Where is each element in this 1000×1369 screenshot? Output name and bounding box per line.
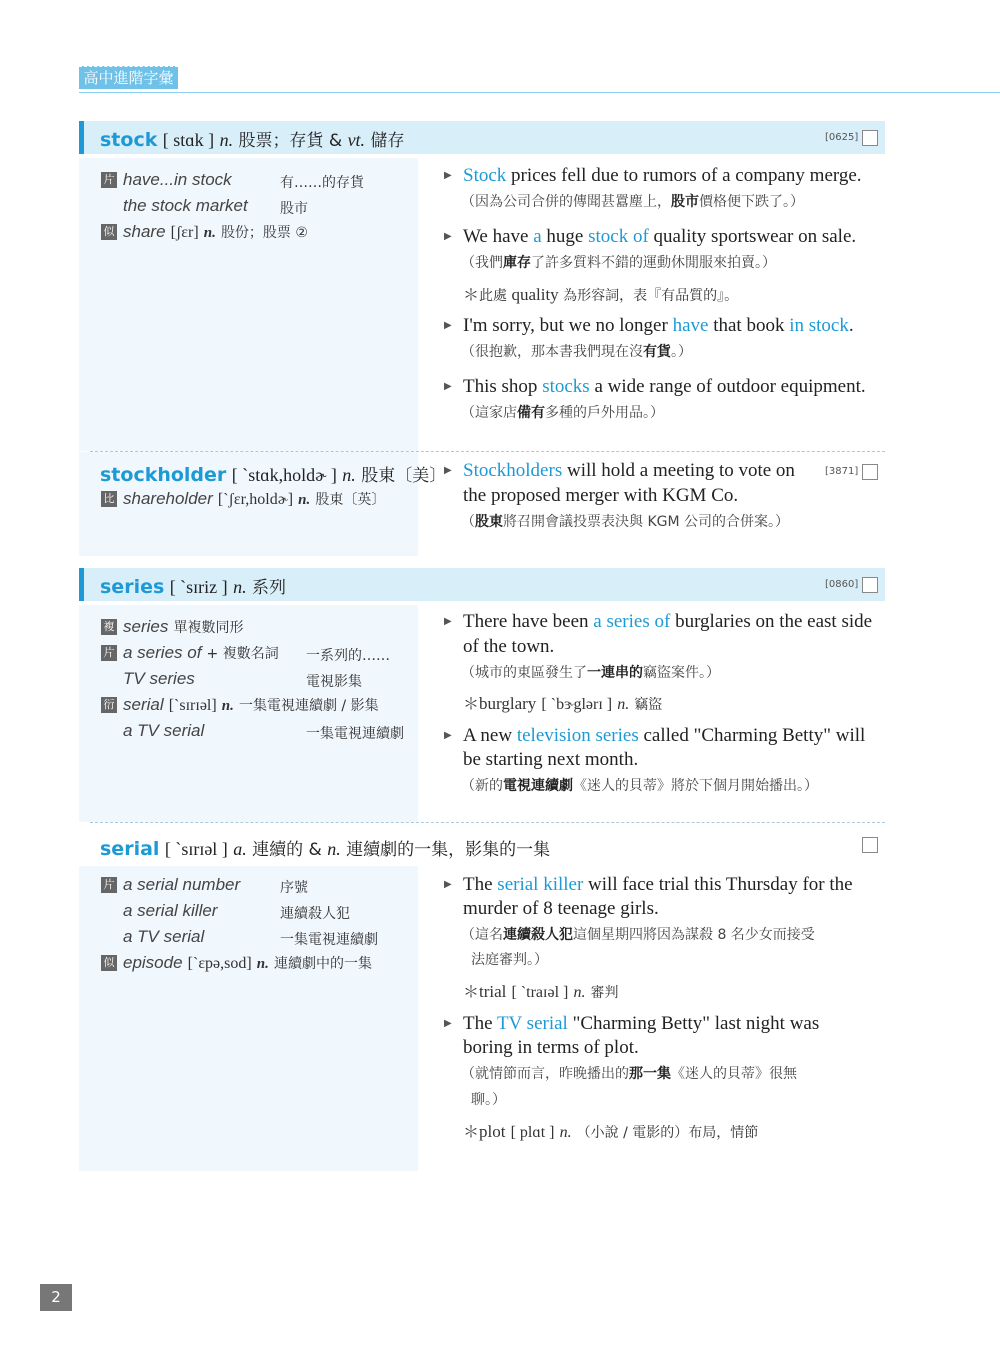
entry-headline-series: series [ ˋsɪriz ] n. 系列 <box>100 576 286 598</box>
example-sentence-cont: the proposed merger with KGM Co. <box>463 485 739 506</box>
example-sentence: ▶ This shop stocks a wide range of outdoor equipment. <box>444 376 866 397</box>
example-translation: （因為公司合併的傳聞甚囂塵上，股市價格便下跌了。） <box>461 194 804 210</box>
entry-id: [0625] <box>825 132 859 143</box>
example-translation: （就情節而言，昨晚播出的那一集《迷人的貝蒂》很無 <box>461 1066 797 1082</box>
review-checkbox[interactable] <box>862 837 878 853</box>
entry-headline-serial: serial [ ˋsɪrɪəl ] a. 連續的 & n. 連續劇的一集，影集的一集 <box>100 838 551 860</box>
example-translation: （這家店備有多種的戶外用品。） <box>461 405 664 421</box>
review-checkbox[interactable] <box>862 130 878 146</box>
example-translation-cont: 聊。） <box>471 1092 506 1108</box>
page-number: 2 <box>40 1284 72 1311</box>
phrase-row: 片 have...in stock 有……的存貨 <box>101 170 232 190</box>
example-translation: （這名連續殺人犯這個星期四將因為謀殺 8 名少女而接受 <box>461 927 815 943</box>
phrase-row: 片 a serial number 序號 <box>101 875 240 895</box>
example-translation: （新的電視連續劇《迷人的貝蒂》將於下個月開始播出。） <box>461 778 818 794</box>
example-sentence-cont: murder of 8 teenage girls. <box>463 898 659 919</box>
example-sentence-cont: of the town. <box>463 636 555 657</box>
example-translation: （城市的東區發生了一連串的竊盜案件。） <box>461 665 720 681</box>
entry-headline-stock: stock [ stɑk ] n. 股票；存貨 & vt. 儲存 <box>100 129 405 151</box>
example-translation: （很抱歉，那本書我們現在沒有貨。） <box>461 344 692 360</box>
usage-note: ＊burglary [ ˋbɝglərɪ ] n. 竊盜 <box>463 694 663 713</box>
phrase-row: a serial killer 連續殺人犯 <box>123 901 350 922</box>
phrase-row: a TV serial 一集電視連續劇 <box>123 721 404 742</box>
phrase-row: the stock market 股市 <box>123 196 308 217</box>
example-sentence: ▶ I'm sorry, but we no longer have that book in stock. <box>444 315 854 336</box>
phrase-row: 似 share [ʃɛr] n. 股份；股票 ② <box>101 222 308 242</box>
entry-divider <box>90 822 885 823</box>
example-sentence-cont: boring in terms of plot. <box>463 1037 639 1058</box>
headword: stock <box>100 129 158 151</box>
phrase-row: 比 shareholder [ˋʃɛr,holdɚ] n. 股東〔英〕 <box>101 489 385 509</box>
usage-note: ＊此處 quality 為形容詞，表『有品質的』。 <box>463 285 739 304</box>
review-checkbox[interactable] <box>862 464 878 480</box>
entry-id: [3871] <box>825 466 859 477</box>
entry-id: [0860] <box>825 579 859 590</box>
example-translation-cont: 法庭審判。） <box>471 952 548 968</box>
usage-note: ＊plot [ plɑt ] n. （小說 / 電影的）布局，情節 <box>463 1122 759 1141</box>
section-tab: 高中進階字彙 <box>79 66 178 89</box>
example-sentence: ▶ Stock prices fell due to rumors of a company merge. <box>444 165 862 186</box>
review-checkbox[interactable] <box>862 577 878 593</box>
phrase-row: 似 episode [ˋɛpə,sod] n. 連續劇中的一集 <box>101 953 372 973</box>
phrase-row: TV series 電視影集 <box>123 669 362 690</box>
example-translation: （我們庫存了許多質料不錯的運動休閒服來拍賣。） <box>461 255 776 271</box>
phrase-row: 衍 serial [ˋsɪrɪəl] n. 一集電視連續劇 / 影集 <box>101 695 379 715</box>
entry-headline-stockholder: stockholder [ ˋstɑk,holdɚ ] n. 股東〔美〕 <box>100 464 447 486</box>
phrase-row: a TV serial 一集電視連續劇 <box>123 927 378 948</box>
example-sentence: ▶ Stockholders will hold a meeting to vote on <box>444 460 795 481</box>
header-rule <box>79 92 1000 93</box>
example-translation: （股東將召開會議投票表決與 KGM 公司的合併案。） <box>461 514 790 530</box>
example-sentence: ▶ The TV serial "Charming Betty" last night was <box>444 1013 820 1034</box>
example-sentence: ▶ The serial killer will face trial this Thursday for the <box>444 874 853 895</box>
phrase-row: 複 series 單複數同形 <box>101 617 243 637</box>
usage-note: ＊trial [ ˋtraɪəl ] n. 審判 <box>463 982 619 1001</box>
phrase-row: 片 a series of + 複數名詞 一系列的…… <box>101 643 279 663</box>
example-sentence: ▶ We have a huge stock of quality sportswear on sale. <box>444 226 857 247</box>
example-sentence-cont: be starting next month. <box>463 749 639 770</box>
example-sentence: ▶ There have been a series of burglaries on the east side <box>444 611 873 632</box>
example-sentence: ▶ A new television series called "Charming Betty" will <box>444 725 866 746</box>
